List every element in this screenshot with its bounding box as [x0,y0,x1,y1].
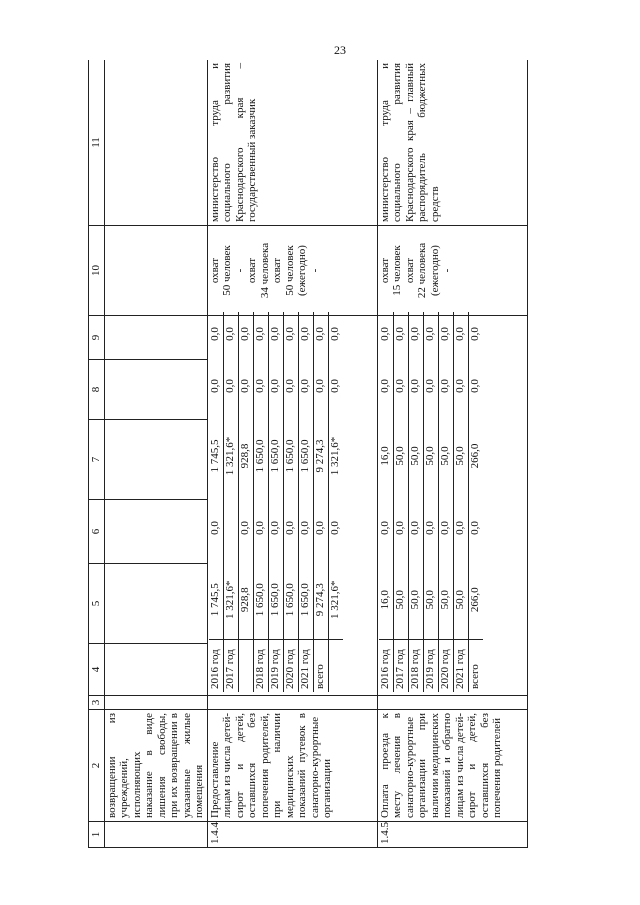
col-header-4: 4 [89,644,105,696]
funding-value-c5: 50,0 [393,560,408,640]
row-number: 1.4.4 [207,822,377,848]
funding-value-c5: 1 650,0 [253,560,268,640]
funding-value-c8: 0,0 [298,356,313,416]
funding-value-c5: 1 650,0 [298,560,313,640]
col-header-10: 10 [89,226,105,316]
rotated-table-container [88,60,582,848]
continuation-text: возвращении из учреждений, исполняющих наказание в виде лишения свободы, при их возвращении в указанные жилые помещения [104,710,207,822]
funding-value-c8: 0,0 [423,356,438,416]
funding-row [209,312,224,692]
funding-value-c6: 0,0 [468,521,481,535]
funding-value-c7: 50,0 [438,416,453,496]
funding-value-c8: 0,0 [468,379,481,393]
funding-row [393,312,408,692]
col-header-7: 7 [89,420,105,500]
funding-value-c7: 1 321,6* [223,416,238,496]
col-header-2: 2 [89,710,105,822]
funding-value-c6: 0,0 [268,496,283,560]
outcome-line: - [233,268,246,273]
funding-value-c9: 0,0 [423,312,438,356]
funding-year: 2020 год [283,640,298,692]
table-row [377,60,527,848]
funding-year [238,640,253,692]
funding-year: 2021 год [453,640,468,692]
funding-value-c8: 0,0 [209,356,224,416]
funding-value-c8: 0,0 [393,356,408,416]
funding-row [438,312,453,692]
outcome-line: охват 34 человека охват 50 человек (ежегодно) [246,242,308,299]
funding-year: всего [313,640,328,692]
funding-year: 2016 год [209,640,224,692]
funding-value-c8: 0,0 [253,356,268,416]
outcome-line: - [441,268,453,273]
outcome-line: охват 50 человек [208,245,233,296]
funding-value-c9: 0,0 [268,312,283,356]
funding-value-c6: 0,0 [453,496,468,560]
funding-value-c7: 1 650,0 [283,416,298,496]
funding-value-c5: 1 321,6* [328,580,341,619]
funding-year: 2017 год [223,640,238,692]
header-row [89,60,105,848]
funding-value-c9: 0,0 [313,312,328,356]
col-header-8: 8 [89,360,105,420]
funding-value-c7: 16,0 [379,416,394,496]
funding-year: 2020 год [438,640,453,692]
funding-value-c9: 0,0 [283,312,298,356]
funding-row [223,312,238,692]
funding-value-c9: 0,0 [238,312,253,356]
funding-value-c9: 0,0 [453,312,468,356]
funding-value-c7: 9 274,3 [313,416,328,496]
funding-row [283,312,298,692]
funding-value-c9: 0,0 [298,312,313,356]
funding-value-c6 [223,496,238,560]
funding-value-c6: 0,0 [379,496,394,560]
outcome-line: охват 15 человек [378,245,403,296]
funding-value-c9: 0,0 [379,312,394,356]
funding-value-c6: 0,0 [423,496,438,560]
funding-year: 2019 год [268,640,283,692]
funding-row [423,312,438,692]
col-header-3: 3 [89,696,105,710]
funding-value-c8: 0,0 [408,356,423,416]
funding-year: всего [468,640,483,692]
funding-value-c5: 1 650,0 [283,560,298,640]
funding-year [328,640,343,692]
funding-row [453,312,468,692]
funding-value-c6: 0,0 [408,496,423,560]
funding-row [253,312,268,692]
funding-value-c6: 0,0 [298,496,313,560]
funding-year: 2018 год [253,640,268,692]
funding-value-c5: 1 745,5 [209,560,224,640]
funding-value-c9: 0,0 [253,312,268,356]
funding-value-c7: 1 745,5 [209,416,224,496]
funding-value-c7: 50,0 [453,416,468,496]
funding-value-c5: 928,8 [238,560,253,640]
funding-year: 2021 год [298,640,313,692]
funding-value-c6: 0,0 [438,496,453,560]
responsible-executor: министерство труда и социального развития Краснодарского края – главный распорядитель бюджетных средств [377,60,527,226]
funding-value-c6: 0,0 [209,496,224,560]
outcome-line: охват 22 человека (ежегодно) [403,242,441,299]
program-table [88,60,528,848]
funding-value-c8: 0,0 [379,356,394,416]
funding-value-c9: 0,0 [223,312,238,356]
funding-row [468,312,483,692]
funding-value-c7: 1 650,0 [268,416,283,496]
funding-value-c9: 0,0 [438,312,453,356]
funding-row [268,312,283,692]
funding-value-c5: 9 274,3 [313,560,328,640]
funding-year: 2016 год [379,640,394,692]
funding-value-c9: 0,0 [393,312,408,356]
row-description: Оплата проезда к месту лечения в санаторно-курортные организации при наличии медицинских показаний и обратно лицам из числа детей-сирот и детей, оставшихся без попечения родителей [377,710,527,822]
funding-value-c8: 0,0 [223,356,238,416]
funding-value-c5: 50,0 [423,560,438,640]
col-header-11: 11 [89,60,105,226]
funding-value-c9: 0,0 [209,312,224,356]
funding-row [298,312,313,692]
funding-value-c7: 266,0 [468,443,481,469]
funding-value-c6: 0,0 [328,521,341,535]
funding-value-c7: 1 650,0 [298,416,313,496]
funding-year: 2018 год [408,640,423,692]
funding-value-c6: 0,0 [253,496,268,560]
col-header-6: 6 [89,500,105,564]
funding-value-c5: 16,0 [379,560,394,640]
funding-value-c6: 0,0 [393,496,408,560]
funding-value-c5: 1 321,6* [223,560,238,640]
funding-value-c5: 266,0 [468,587,481,613]
col-header-5: 5 [89,564,105,644]
funding-value-c9: 0,0 [328,327,341,341]
continuation-row [104,60,207,848]
funding-row [313,312,328,692]
funding-value-c8: 0,0 [268,356,283,416]
funding-value-c7: 50,0 [393,416,408,496]
funding-value-c7: 1 650,0 [253,416,268,496]
funding-value-c7: 928,8 [238,416,253,496]
funding-year: 2017 год [393,640,408,692]
funding-row [238,312,253,692]
funding-value-c6: 0,0 [238,496,253,560]
outcome-line: - [308,268,321,273]
funding-value-c5: 50,0 [453,560,468,640]
funding-subtable [379,312,483,692]
table-row [207,60,377,848]
col-header-9: 9 [89,316,105,360]
col-header-1: 1 [89,822,105,848]
funding-value-c9: 0,0 [408,312,423,356]
funding-subtable [209,312,343,692]
funding-row [379,312,394,692]
funding-value-c8: 0,0 [283,356,298,416]
outcome-cell [207,226,377,316]
funding-value-c8: 0,0 [238,356,253,416]
funding-year: 2019 год [423,640,438,692]
funding-value-c6: 0,0 [313,496,328,560]
funding-value-c9: 0,0 [468,327,481,341]
responsible-executor: министерство труда и социального развития Краснодарского края – государственный заказчик [207,60,377,226]
funding-value-c6: 0,0 [283,496,298,560]
funding-value-c5: 1 650,0 [268,560,283,640]
funding-value-c8: 0,0 [453,356,468,416]
funding-value-c5: 50,0 [438,560,453,640]
funding-value-c8: 0,0 [328,379,341,393]
row-description: Предоставление лицам из числа детей-сирот и детей, оставшихся без попечения родителей, при наличии медицинских показаний путевок в санаторно-курортные организации [207,710,377,822]
funding-row [328,312,343,692]
funding-value-c5: 50,0 [408,560,423,640]
funding-value-c7: 50,0 [408,416,423,496]
row-number: 1.4.5 [377,822,527,848]
funding-value-c7: 50,0 [423,416,438,496]
funding-value-c8: 0,0 [438,356,453,416]
page-number: 23 [334,43,346,57]
funding-value-c7: 1 321,6* [328,436,341,476]
outcome-cell [377,226,527,316]
rotated-page [88,60,582,848]
funding-row [408,312,423,692]
funding-value-c8: 0,0 [313,356,328,416]
